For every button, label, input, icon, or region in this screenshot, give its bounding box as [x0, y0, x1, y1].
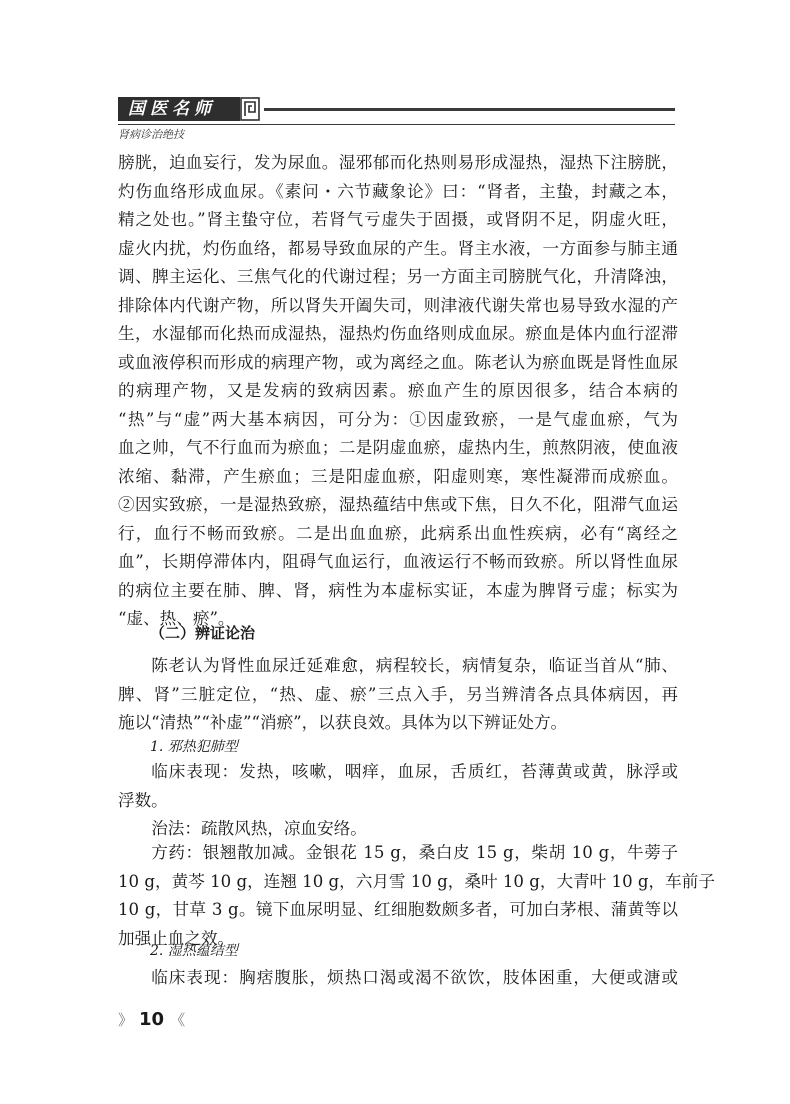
paragraph-line: 精之处也。”肾主蛰守位，若肾气亏虚失于固摄，或肾阴不足，阴虚火旺， [118, 210, 678, 229]
page-folio [118, 1008, 185, 1030]
paragraph-1 [118, 149, 678, 634]
paragraph-line: 陈老认为肾性血尿迁延难愈，病程较长，病情复杂，临证当首从“肺、 [151, 656, 678, 675]
section-heading: （二）辨证论治 [150, 624, 256, 642]
type1-clinical [118, 758, 678, 815]
paragraph-2 [118, 652, 678, 738]
paragraph-line: 的病位主要在肺、脾、肾，病性为本虚标实证，本虚为脾肾亏虚；标实为 [118, 580, 678, 600]
page-number: 10 [139, 1008, 165, 1030]
paragraph-line: 脾、肾”三脏定位，“热、虚、瘀”三点入手，另当辨清各点具体病因，再 [118, 684, 678, 704]
clinical-line: 浮数。 [118, 790, 168, 810]
paragraph-line: 施以“清热”“补虚”“消瘀”，以获良效。具体为以下辨证处方。 [118, 713, 568, 732]
paragraph-line: 或血液停积而形成的病理产物，或为离经之血。陈老认为瘀血既是肾性血尿 [118, 352, 678, 372]
paragraph-line: 血”，长期停滞体内，阻碍气血运行，血液运行不畅而致瘀。所以肾性血尿 [118, 552, 678, 571]
paragraph-2-text [118, 652, 678, 738]
type2-clinical [118, 964, 678, 993]
folio-right-mark: 《 [170, 1010, 186, 1029]
type1-formula [118, 839, 715, 953]
type2-title: 2. 湿热蕴结型 [150, 943, 238, 959]
type1-title: 1. 邪热犯肺型 [150, 739, 238, 755]
paragraph-line: 血之帅，气不行血而为瘀血；二是阴虚血瘀，虚热内生，煎熬阴液，使血液 [118, 438, 678, 457]
paragraph-line: “热”与“虚”两大基本病因，可分为：①因虚致瘀，一是气虚血瘀，气为 [118, 409, 678, 429]
paragraph-line: 浓缩、黏滞，产生瘀血；三是阳虚血瘀，阳虚则寒，寒性凝滞而成瘀血。 [118, 466, 678, 486]
paragraph-1-text [118, 149, 678, 634]
paragraph-line: 灼伤血络形成血尿。《素问・六节藏象论》曰：“肾者，主蛰，封藏之本， [118, 181, 678, 201]
series-banner [118, 97, 260, 121]
folio-left-mark: 》 [118, 1010, 134, 1029]
paragraph-line: 生，水湿郁而化热而成湿热，湿热灼伤血络则成血尿。瘀血是体内血行涩滞 [118, 324, 678, 343]
series-title: 国医名师 [128, 99, 216, 119]
type1-formula-text [118, 839, 715, 953]
paragraph-line: 虚火内扰，灼伤血络，都易导致血尿的产生。肾主水液，一方面参与肺主通 [118, 238, 678, 258]
formula-line: 10 g，甘草 3 g。镜下血尿明显、红细胞数颇多者，可加白茅根、蒲黄等以 [118, 900, 678, 919]
type2-clinical-text: 临床表现：胸痞腹胀，烦热口渴或渴不欲饮，肢体困重，大便或溏或 [151, 968, 678, 987]
clinical-line: 临床表现：发热，咳嗽，咽痒，血尿，舌质红，苔薄黄或黄，脉浮或 [151, 762, 678, 781]
formula-line: 10 g，黄芩 10 g，连翘 10 g，六月雪 10 g，桑叶 10 g，大青叶 10 g，车前子 [118, 871, 715, 891]
paragraph-line: 的病理产物，又是发病的致病因素。瘀血产生的原因很多，结合本病的 [118, 381, 678, 400]
fret-ornament [240, 97, 260, 121]
paragraph-line: 行，血行不畅而致瘀。二是出血血瘀，此病系出血性疾病，必有“离经之 [118, 523, 678, 543]
paragraph-line: 排除体内代谢产物，所以肾失开阖失司，则津液代谢失常也易导致水湿的产 [118, 295, 678, 315]
paragraph-line: 膀胱，迫血妄行，发为尿血。湿邪郁而化热则易形成湿热，湿热下注膀胱， [118, 153, 678, 172]
formula-line: 加强止血之效。 [118, 928, 235, 948]
header-rule-thin [118, 124, 675, 125]
paragraph-line: ②因实致瘀，一是湿热致瘀，湿热蕴结中焦或下焦，日久不化，阻滞气血运 [118, 495, 678, 514]
formula-line: 方药：银翘散加减。金银花 15 g，桑白皮 15 g，柴胡 10 g，牛蒡子 [151, 843, 678, 862]
type1-clinical-text [118, 758, 678, 815]
book-subtitle: 肾病诊治绝技 [118, 128, 184, 141]
paragraph-line: “虚、热、瘀”。 [118, 609, 235, 628]
paragraph-line: 调、脾主运化、三焦气化的代谢过程；另一方面主司膀胱气化，升清降浊， [118, 267, 678, 286]
header-rule-thick [264, 108, 675, 111]
type1-treatment-text: 治法：疏散风热，凉血安络。 [151, 819, 367, 838]
